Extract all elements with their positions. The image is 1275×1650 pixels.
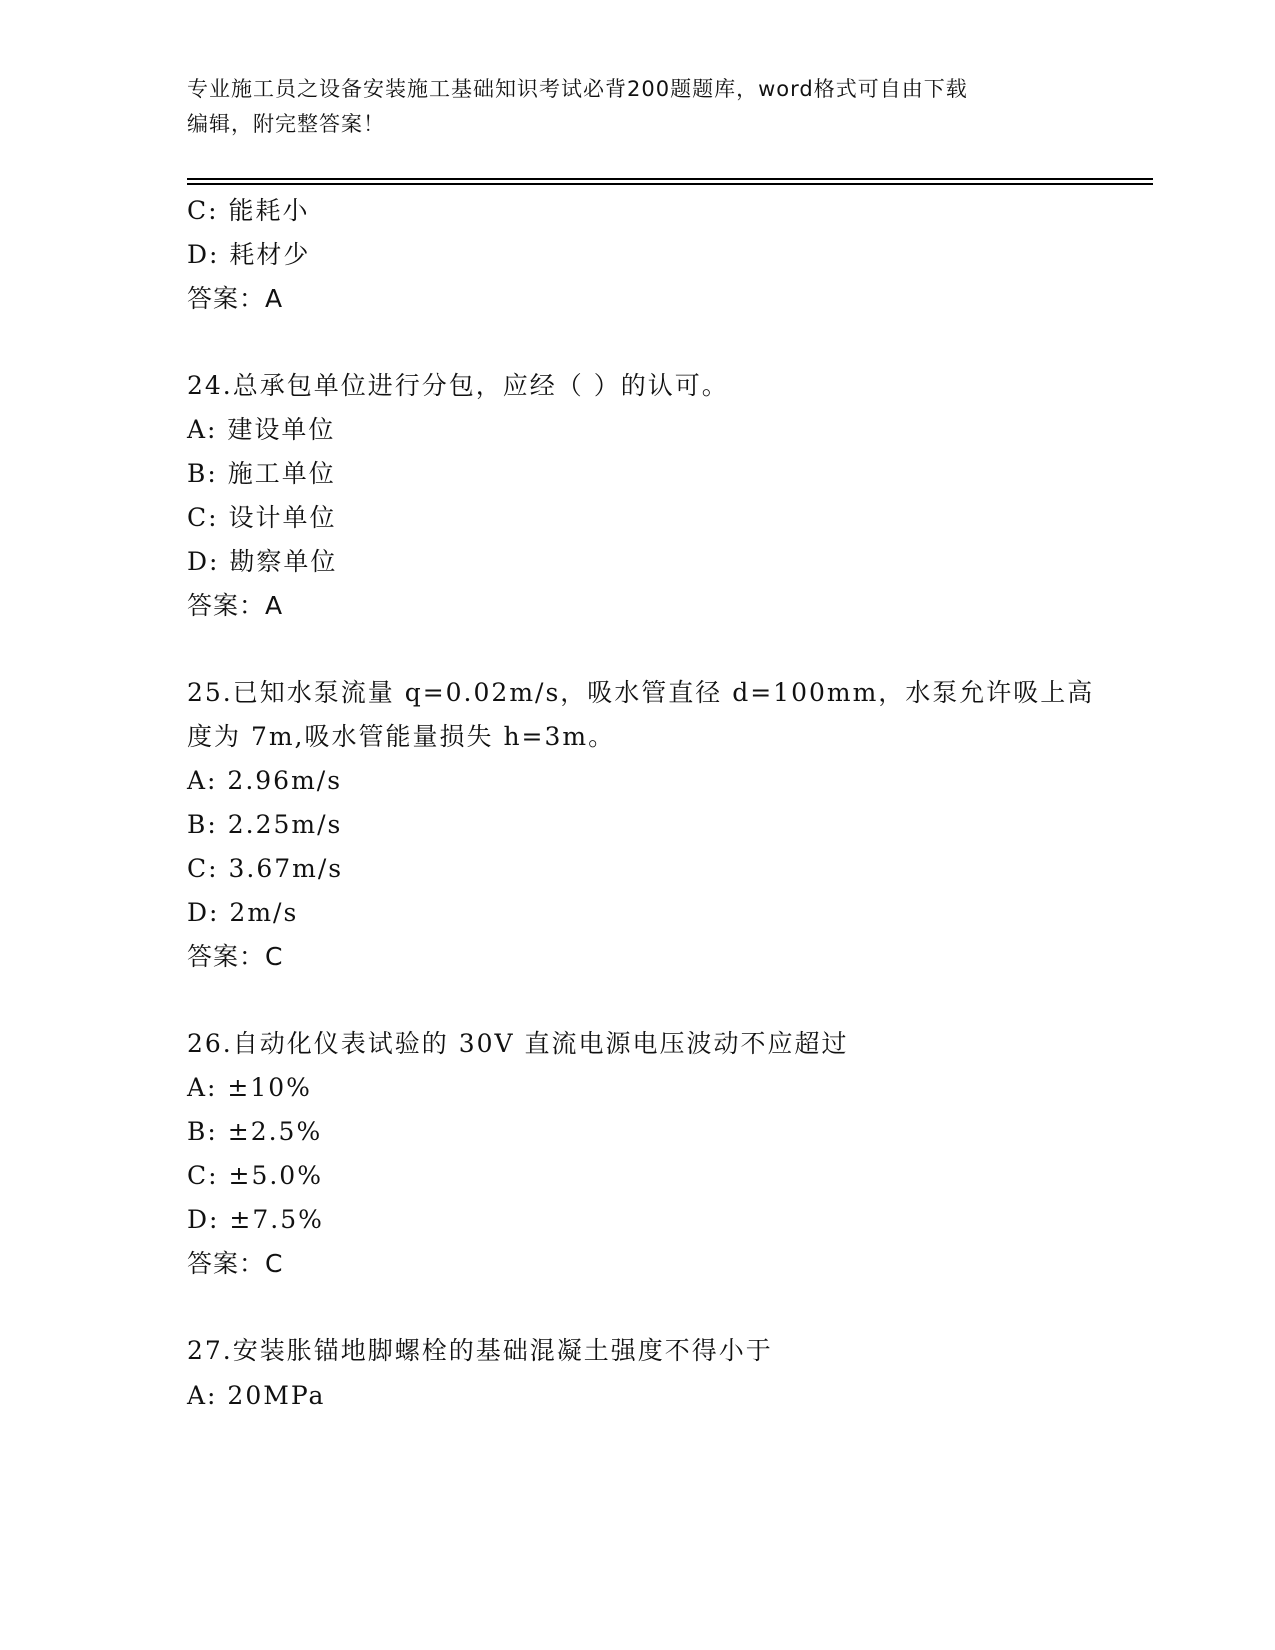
q26-question: 26.自动化仪表试验的 30V 直流电源电压波动不应超过	[187, 1029, 849, 1058]
q24-option-a: A: 建设单位	[187, 415, 336, 444]
q24-option-b: B: 施工单位	[187, 459, 336, 488]
q26-option-d: D: ±7.5%	[187, 1205, 324, 1234]
q27-question: 27.安装胀锚地脚螺栓的基础混凝土强度不得小于	[187, 1336, 773, 1365]
q25-question-line2: 度为 7m,吸水管能量损失 h=3m。	[187, 722, 616, 751]
q24-answer: 答案：A	[187, 591, 284, 620]
q25-option-a: A: 2.96m/s	[187, 766, 343, 795]
q25-option-d: D: 2m/s	[187, 898, 299, 927]
q23-option-c: C: 能耗小	[187, 196, 310, 225]
q25-answer: 答案：C	[187, 942, 284, 971]
q26-option-b: B: ±2.5%	[187, 1117, 323, 1146]
q23-option-d: D: 耗材少	[187, 240, 311, 269]
q24-option-c: C: 设计单位	[187, 503, 337, 532]
header-title-line1: 专业施工员之设备安装施工基础知识考试必背200题题库，word格式可自由下载	[187, 77, 968, 101]
q26-option-c: C: ±5.0%	[187, 1161, 323, 1190]
q23-answer: 答案：A	[187, 284, 284, 313]
header-divider-top	[187, 178, 1153, 180]
q24-option-d: D: 勘察单位	[187, 547, 338, 576]
q25-option-c: C: 3.67m/s	[187, 854, 344, 883]
document-header	[187, 72, 1087, 142]
q27-option-a: A: 20MPa	[187, 1381, 326, 1410]
q25-question-line1: 25.已知水泵流量 q=0.02m/s，吸水管直径 d=100mm，水泵允许吸上高	[187, 678, 1095, 707]
header-divider-bottom	[187, 183, 1153, 185]
q26-answer: 答案：C	[187, 1249, 284, 1278]
q24-question: 24.总承包单位进行分包，应经（ ）的认可。	[187, 371, 729, 400]
q26-option-a: A: ±10%	[187, 1073, 312, 1102]
q25-option-b: B: 2.25m/s	[187, 810, 343, 839]
header-title-line2: 编辑，附完整答案！	[187, 112, 385, 136]
